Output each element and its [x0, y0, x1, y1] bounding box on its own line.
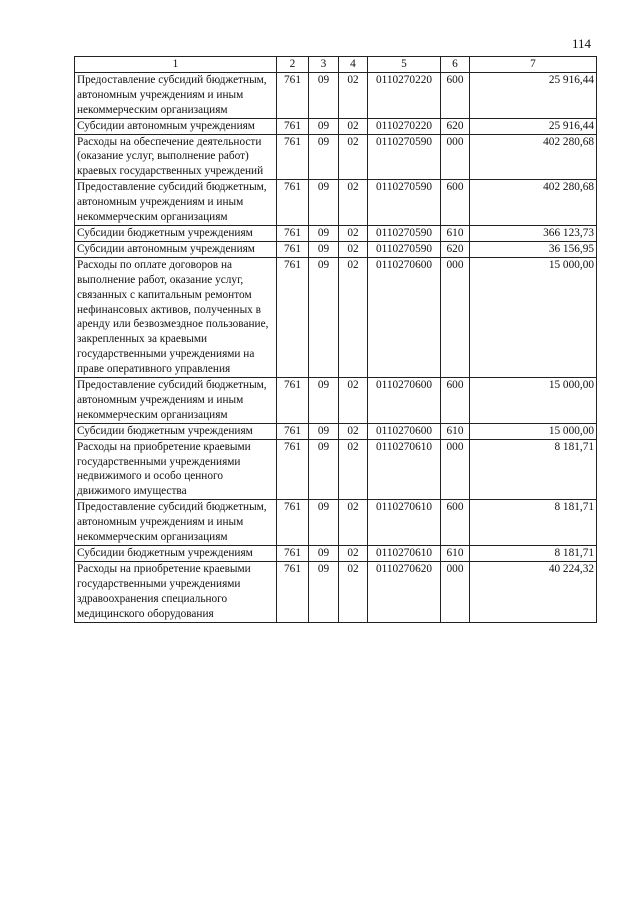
row-amount: 15 000,00 [470, 378, 597, 424]
row-grbs-code: 761 [277, 439, 309, 500]
column-header: 6 [441, 57, 470, 73]
row-expense-type-code: 620 [441, 118, 470, 134]
row-section-code: 09 [309, 118, 339, 134]
row-section-code: 09 [309, 423, 339, 439]
column-header: 7 [470, 57, 597, 73]
row-section-code: 09 [309, 439, 339, 500]
row-section-code: 09 [309, 180, 339, 226]
table-row [75, 423, 597, 439]
row-expense-type-code: 000 [441, 561, 470, 622]
row-subsection-code: 02 [339, 423, 368, 439]
table-row [75, 378, 597, 424]
row-subsection-code: 02 [339, 241, 368, 257]
row-name: Предоставление субсидий бюджетным, автономным учреждениям и иным некоммерческим организациям [75, 500, 277, 546]
row-expense-type-code: 610 [441, 423, 470, 439]
row-section-code: 09 [309, 134, 339, 180]
row-name: Предоставление субсидий бюджетным, автономным учреждениям и иным некоммерческим организациям [75, 378, 277, 424]
row-target-article-code: 0110270610 [368, 439, 441, 500]
row-section-code: 09 [309, 561, 339, 622]
row-expense-type-code: 600 [441, 500, 470, 546]
row-expense-type-code: 600 [441, 72, 470, 118]
row-target-article-code: 0110270220 [368, 72, 441, 118]
row-subsection-code: 02 [339, 561, 368, 622]
row-grbs-code: 761 [277, 561, 309, 622]
row-target-article-code: 0110270220 [368, 118, 441, 134]
table-row [75, 180, 597, 226]
row-name: Субсидии бюджетным учреждениям [75, 546, 277, 562]
row-expense-type-code: 610 [441, 546, 470, 562]
table-row [75, 500, 597, 546]
row-subsection-code: 02 [339, 257, 368, 377]
row-grbs-code: 761 [277, 241, 309, 257]
row-amount: 402 280,68 [470, 180, 597, 226]
header-row [75, 57, 597, 73]
row-expense-type-code: 600 [441, 180, 470, 226]
table-row [75, 241, 597, 257]
row-target-article-code: 0110270610 [368, 500, 441, 546]
row-subsection-code: 02 [339, 225, 368, 241]
page-number: 114 [572, 36, 592, 51]
row-name: Субсидии бюджетным учреждениям [75, 225, 277, 241]
row-section-code: 09 [309, 378, 339, 424]
column-header: 2 [277, 57, 309, 73]
row-section-code: 09 [309, 241, 339, 257]
row-name: Субсидии автономным учреждениям [75, 118, 277, 134]
row-amount: 8 181,71 [470, 546, 597, 562]
row-target-article-code: 0110270590 [368, 180, 441, 226]
column-header: 4 [339, 57, 368, 73]
row-amount: 40 224,32 [470, 561, 597, 622]
table-row [75, 561, 597, 622]
row-target-article-code: 0110270610 [368, 546, 441, 562]
row-expense-type-code: 620 [441, 241, 470, 257]
row-amount: 8 181,71 [470, 500, 597, 546]
row-subsection-code: 02 [339, 72, 368, 118]
row-grbs-code: 761 [277, 257, 309, 377]
row-expense-type-code: 600 [441, 378, 470, 424]
row-subsection-code: 02 [339, 134, 368, 180]
row-grbs-code: 761 [277, 546, 309, 562]
row-name: Расходы на обеспечение деятельности (оказание услуг, выполнение работ) краевых государственных учреждений [75, 134, 277, 180]
row-amount: 15 000,00 [470, 423, 597, 439]
row-section-code: 09 [309, 225, 339, 241]
row-grbs-code: 761 [277, 118, 309, 134]
row-grbs-code: 761 [277, 378, 309, 424]
row-amount: 366 123,73 [470, 225, 597, 241]
row-grbs-code: 761 [277, 72, 309, 118]
row-expense-type-code: 610 [441, 225, 470, 241]
row-subsection-code: 02 [339, 500, 368, 546]
row-subsection-code: 02 [339, 378, 368, 424]
row-section-code: 09 [309, 546, 339, 562]
row-section-code: 09 [309, 257, 339, 377]
row-target-article-code: 0110270600 [368, 257, 441, 377]
row-target-article-code: 0110270590 [368, 241, 441, 257]
row-name: Расходы по оплате договоров на выполнение работ, оказание услуг, связанных с капитальным ремонтом нефинансовых активов, полученных в аренду или безвозмездное пользование, закрепленных за краевыми государственными учреждениями на праве оперативного управления [75, 257, 277, 377]
row-amount: 25 916,44 [470, 118, 597, 134]
row-target-article-code: 0110270590 [368, 134, 441, 180]
row-grbs-code: 761 [277, 423, 309, 439]
row-section-code: 09 [309, 500, 339, 546]
column-header: 1 [75, 57, 277, 73]
budget-table [74, 56, 597, 623]
table-row [75, 546, 597, 562]
row-expense-type-code: 000 [441, 257, 470, 377]
row-subsection-code: 02 [339, 546, 368, 562]
row-grbs-code: 761 [277, 500, 309, 546]
row-grbs-code: 761 [277, 180, 309, 226]
row-name: Предоставление субсидий бюджетным, автономным учреждениям и иным некоммерческим организациям [75, 180, 277, 226]
row-target-article-code: 0110270590 [368, 225, 441, 241]
row-grbs-code: 761 [277, 225, 309, 241]
column-header: 5 [368, 57, 441, 73]
table-row [75, 118, 597, 134]
table-row [75, 134, 597, 180]
row-target-article-code: 0110270600 [368, 378, 441, 424]
row-name: Субсидии бюджетным учреждениям [75, 423, 277, 439]
row-expense-type-code: 000 [441, 134, 470, 180]
row-target-article-code: 0110270620 [368, 561, 441, 622]
row-grbs-code: 761 [277, 134, 309, 180]
row-target-article-code: 0110270600 [368, 423, 441, 439]
row-name: Расходы на приобретение краевыми государственными учреждениями здравоохранения специального медицинского оборудования [75, 561, 277, 622]
row-amount: 402 280,68 [470, 134, 597, 180]
table-body [75, 72, 597, 622]
table-row [75, 72, 597, 118]
row-name: Субсидии автономным учреждениям [75, 241, 277, 257]
table-row [75, 257, 597, 377]
row-amount: 8 181,71 [470, 439, 597, 500]
row-name: Предоставление субсидий бюджетным, автономным учреждениям и иным некоммерческим организациям [75, 72, 277, 118]
row-expense-type-code: 000 [441, 439, 470, 500]
row-amount: 36 156,95 [470, 241, 597, 257]
row-amount: 25 916,44 [470, 72, 597, 118]
row-section-code: 09 [309, 72, 339, 118]
column-header: 3 [309, 57, 339, 73]
row-subsection-code: 02 [339, 180, 368, 226]
row-name: Расходы на приобретение краевыми государственными учреждениями недвижимого и особо ценного движимого имущества [75, 439, 277, 500]
row-amount: 15 000,00 [470, 257, 597, 377]
table-row [75, 225, 597, 241]
row-subsection-code: 02 [339, 118, 368, 134]
row-subsection-code: 02 [339, 439, 368, 500]
table-row [75, 439, 597, 500]
